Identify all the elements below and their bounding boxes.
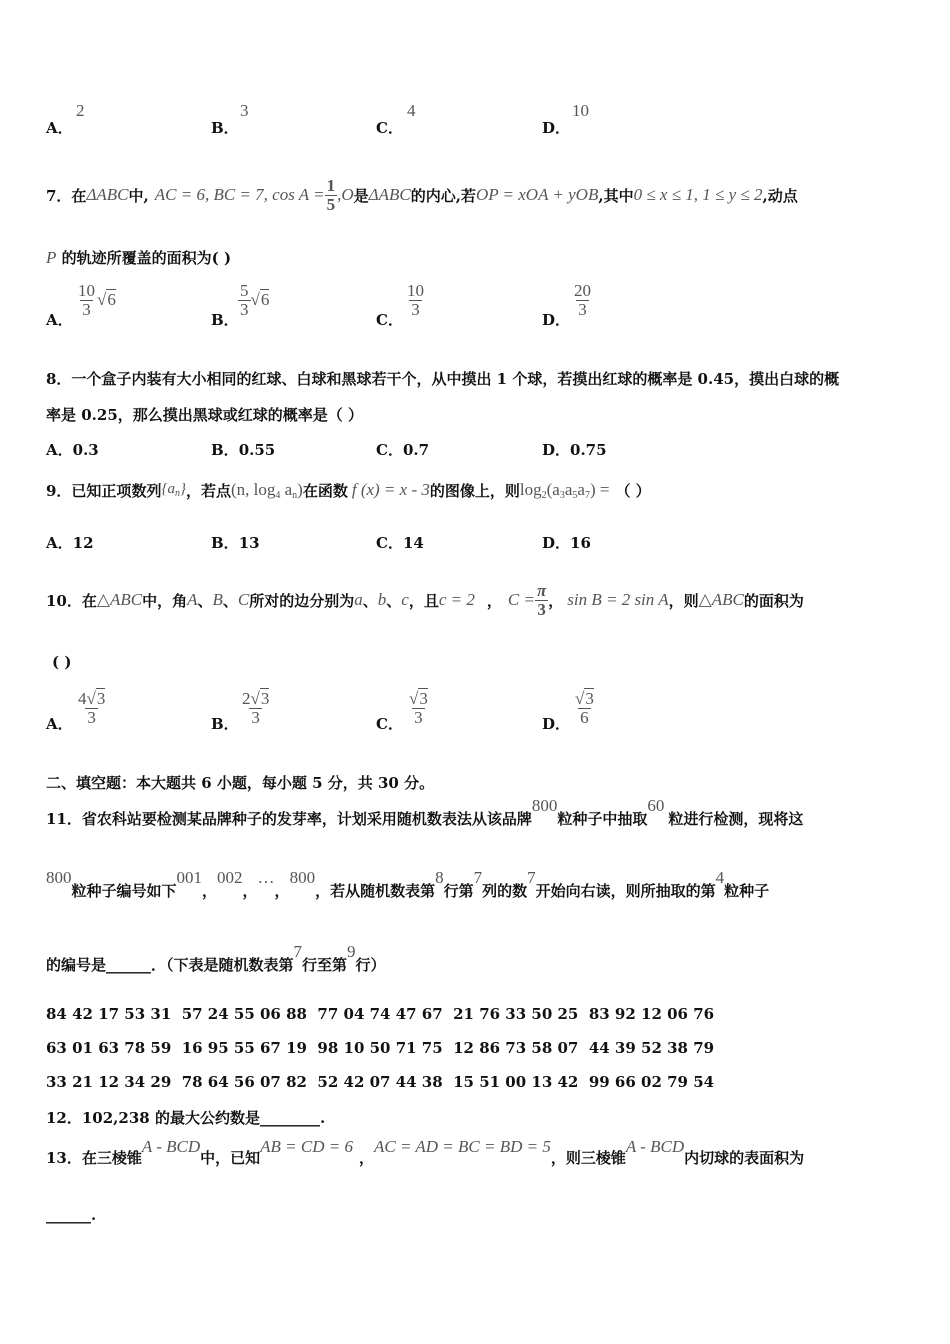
q8-c-value: 0.7 [402,441,430,459]
q7-option-d [572,282,593,319]
q9-seq-a: a [167,481,175,497]
q6-option-b-label: B． [211,119,239,137]
q10-a-root: 3 [96,689,106,708]
q10-three: 3 [537,599,546,619]
q10-sep1: 、 [197,591,213,610]
q8-d-value: 0.75 [570,441,607,459]
q6-option-c-label: C． [376,119,403,137]
q10-option-d-label: D． [542,715,571,733]
q7-b-num: 5 [240,281,249,300]
q10-paren: ( ) [52,653,72,671]
q10-angle-a: A [187,590,198,609]
question-7-line2 [46,247,231,268]
q7-option-a-label: A． [46,311,73,329]
q11-r7: 7 [293,942,303,961]
q11-comma1: ， [202,881,218,900]
q9-log-end: ) = [589,479,610,499]
q11-n4: 4 [715,868,725,887]
q7-dot: ,动点 [762,186,798,205]
q9-a5: a [564,479,573,499]
q7-a-root: 6 [107,290,116,310]
question-11-line3 [46,942,386,986]
q10-text3: 所对的边分别为 [249,591,355,610]
q9-a-value: 12 [72,534,94,552]
q10-side-c: c [401,590,409,609]
q7-d-den: 3 [578,299,587,319]
q9-c-label: C． [376,534,403,552]
q7-option-b: $\frac{5}{3}$ √6 [240,281,270,319]
q10-text5: ，则 [668,591,699,610]
q10-option-d: $\frac{√3}{6}$ [575,689,594,727]
q7-frac-num: 1 [326,175,336,195]
question-8-line2: 率是 0.25，那么摸出黑球或红球的概率是（ ） [46,406,363,424]
q7-line2-text: 的轨迹所覆盖的面积为( ) [61,249,232,267]
q11-text7: 列的数 [482,881,528,900]
q7-c-num: 10 [407,281,424,300]
q9-function: f (x) = x - 3 [351,480,430,499]
q13-eq1: AB = CD = 6 [260,1137,353,1156]
q9-b-label: B． [211,534,239,552]
q11-dots: … [257,868,275,887]
q10-d-den: 6 [580,707,589,727]
q6-option-d: 10 [572,101,589,120]
q13-blank: ______. [46,1206,97,1224]
q10-sep3: 、 [362,591,378,610]
q11-text4: 粒种子编号如下 [71,881,177,900]
q7-where: ,其中 [598,186,634,205]
q10-angle-c: C [237,590,250,609]
q9-c-value: 14 [402,534,424,552]
q7-condition: AC = 6, BC = 7, cos A = [154,185,325,204]
q10-c-root: 3 [419,689,428,708]
q7-num: 7．在 [46,186,87,205]
q10-text6: 的面积为 [743,591,804,610]
q7-triangle2: ΔABC [368,185,411,204]
q9-log: log [519,479,542,499]
q10-sep2: 、 [222,591,238,610]
q9-point-a: a [280,479,293,499]
q10-text4: ，且 [408,591,439,610]
q10-triangle2: △ABC [698,590,744,609]
q10-option-c-label: C． [376,715,403,733]
q7-option-b-label: B． [211,311,239,329]
q10-pi-fraction [535,582,548,619]
q7-option-c [405,282,426,319]
q9-text1: 9．已知正项数列 [46,481,162,500]
q9-sequence: $\{a_n\}$ [161,481,186,499]
q13-text1: 13．在三棱锥 [46,1148,142,1167]
q13-pyramid: A - BCD [141,1137,201,1156]
q11-001: 001 [176,868,203,887]
q10-C-eq: C = [507,590,535,609]
section-2-heading: 二、填空题：本大题共 6 小题，每小题 5 分，共 30 分。 [46,774,435,792]
q9-text4: 的图像上，则 [429,481,520,500]
q7-a-den: 3 [82,299,91,319]
q10-triangle: △ABC [96,590,143,609]
q9-point-sub: 4 [275,489,281,501]
q11-text6: 行第 [443,881,474,900]
q13-text2: 中，已知 [200,1148,261,1167]
q9-option-d [542,532,591,553]
q6-option-b: 3 [240,101,249,120]
q11-text8: 开始向右读，则所抽取的第 [535,881,716,900]
q9-point-start: (n, log [230,479,276,499]
q8-a-value: 0.3 [72,441,99,459]
q11-text11: 行至第 [302,955,348,974]
q11-c800: 800 [289,868,316,887]
q9-paren: （ ） [615,481,651,500]
random-table-row-3: 33 21 12 34 29 78 64 56 07 82 52 42 07 44 38 15 51 00 13 42 99 66 02 79 54 [46,1073,715,1091]
q7-triangle: ΔABC [86,185,129,204]
q9-point-sub2: n [292,489,298,501]
q10-c-eq: c = 2 [438,590,475,609]
question-10-line1 [46,570,804,630]
q10-c-den: 3 [414,707,423,727]
q7-option-c-label: C． [376,311,403,329]
q9-b-value: 13 [238,534,260,552]
q11-text5: ，若从随机数表第 [315,881,436,900]
q10-pi: π [536,580,547,600]
q7-p: P [46,248,57,267]
q8-c-label: C． [376,441,403,459]
q10-text2: 中，角 [142,591,188,610]
q9-log-expr [520,480,610,501]
q11-digit7: 7 [527,868,536,887]
question-12: 12．102,238 的最大公约数是________. [46,1109,326,1127]
q11-002: 002 [217,868,243,887]
q11-comma3: ， [274,881,290,900]
q7-b-den: 3 [240,299,249,319]
q8-option-d [542,439,607,460]
q11-text12: 行） [355,955,386,974]
random-table-row-2: 63 01 63 78 59 16 95 55 67 19 98 10 50 71 75 12 86 73 58 07 44 39 52 38 79 [46,1039,715,1057]
q11-800b: 800 [46,868,72,887]
q6-option-a: 2 [76,101,85,120]
q10-option-b-label: B． [211,715,239,733]
question-7-line1 [46,160,798,230]
q10-sep4: 、 [386,591,402,610]
q9-log-sub: 2 [541,489,547,501]
q10-comma2: ， [548,591,564,610]
q9-point [231,480,303,501]
q10-angle-b: B [212,590,223,609]
q10-b-coef: 2 [242,689,251,708]
q6-option-a-label: A． [46,119,73,137]
q11-comma2: ， [242,881,258,900]
q13-text3: ，则三棱锥 [550,1148,626,1167]
q7-option-d-label: D． [542,311,571,329]
q7-o: ,O [337,185,354,204]
q11-col7: 7 [473,868,483,887]
q7-incenter: 的内心,若 [410,186,476,205]
question-8-line1: 8．一个盒子内装有大小相同的红球、白球和黑球若干个，从中摸出 1 个球，若摸出红球的概率是 0.45，摸出白球的概 [46,370,840,388]
q8-option-a [46,439,99,460]
q9-option-a [46,532,94,553]
question-11-line2 [46,868,769,912]
q8-option-b [211,439,275,460]
q9-s5: 5 [572,489,578,501]
q9-a7: a [577,479,585,499]
q9-text3: 在函数 [302,481,348,500]
q11-r9: 9 [347,942,356,961]
q10-option-b: $\frac{2√3}{3}$ [242,689,270,727]
q13-pyramid2: A - BCD [625,1137,685,1156]
q9-text2: ，若点 [185,481,231,500]
question-9 [46,470,651,510]
q9-s7: 7 [584,489,590,501]
q11-800: 800 [531,796,558,815]
q10-a-coef: 4 [78,689,87,708]
q9-a-label: A． [46,534,73,552]
q10-option-a-label: A． [46,715,73,733]
q8-b-value: 0.55 [238,441,276,459]
q7-vector: OP = xOA + yOB [475,185,599,204]
q8-option-c [376,439,429,460]
q10-d-root: 3 [585,689,594,708]
q10-b-root: 3 [260,689,270,708]
question-13-line1 [46,1135,804,1179]
q7-cos-fraction [325,177,338,214]
q10-text1: 10．在 [46,591,97,610]
q6-option-c: 4 [407,101,416,120]
q13-comma: ， [358,1148,374,1167]
q8-b-label: B． [211,441,239,459]
q13-text4: 内切球的表面积为 [684,1148,805,1167]
q9-point-close: ) [297,479,303,499]
q10-comma: ， [486,591,502,610]
q11-text3: 粒进行检测，现将这 [668,809,804,828]
q10-sin: sin B = 2 sin A [567,590,669,609]
q7-zhong: 中, [128,186,149,205]
q10-a-den: 3 [87,707,96,727]
q9-log-arg: (a [546,479,560,499]
q8-a-label: A． [46,441,73,459]
q11-60: 60 [647,796,665,815]
q7-option-a: $\frac{10}{3}$ √6 [78,281,116,319]
q8-d-label: D． [542,441,571,459]
q10-b-den: 3 [251,707,260,727]
q6-option-d-label: D． [542,119,571,137]
q7-d-num: 20 [574,281,591,300]
question-11-line1 [46,796,803,840]
q10-option-c: $\frac{√3}{3}$ [409,689,428,727]
q7-range: 0 ≤ x ≤ 1, 1 ≤ y ≤ 2 [633,185,763,204]
q9-d-value: 16 [570,534,591,552]
q11-text2: 粒种子中抽取 [557,809,648,828]
q11-text1: 11．省农科站要检测某品牌种子的发芽率，计划采用随机数表法从该品牌 [46,809,532,828]
q10-option-a: $\frac{4√3}{3}$ [78,689,106,727]
q10-side-a: a [354,590,363,609]
q11-row8: 8 [435,868,444,887]
q7-frac-den: 5 [326,194,336,214]
q11-text10: 的编号是______．（下表是随机数表第 [46,955,294,974]
random-table-row-1: 84 42 17 53 31 57 24 55 06 88 77 04 74 47 67 21 76 33 50 25 83 92 12 06 76 [46,1005,715,1023]
q9-s3: 3 [559,489,565,501]
q9-d-label: D． [542,534,571,552]
q7-is: 是 [353,186,369,205]
q9-option-c [376,532,424,553]
q7-c-den: 3 [411,299,420,319]
q9-option-b [211,532,260,553]
q7-a-num: 10 [78,281,95,300]
q7-b-root: 6 [260,290,270,310]
q11-text9: 粒种子 [724,881,770,900]
q9-seq-sub: n [174,488,180,499]
q10-side-b: b [377,590,387,609]
q13-eq2: AC = AD = BC = BD = 5 [373,1137,551,1156]
